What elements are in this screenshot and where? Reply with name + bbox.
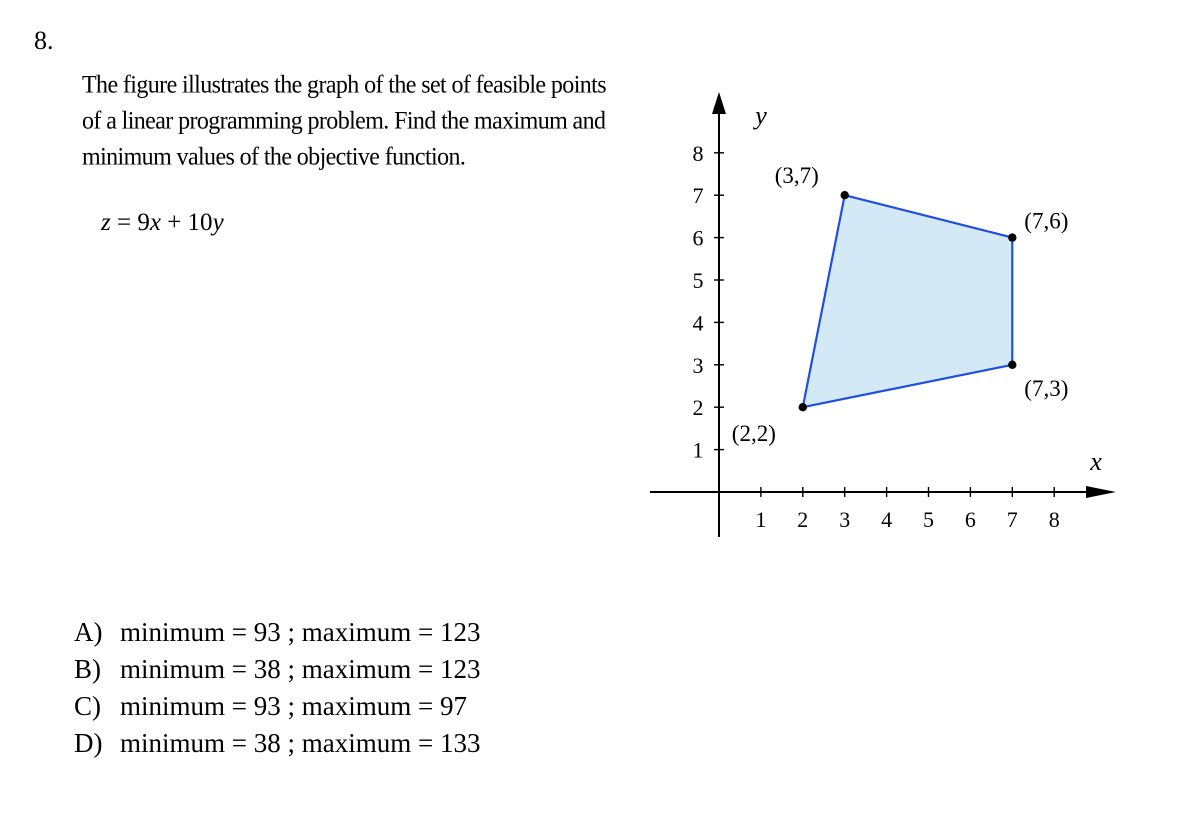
x-tick-label: 4 — [881, 507, 893, 532]
y-tick-label: 4 — [692, 310, 704, 336]
objective-function: z = 9x + 10y — [101, 209, 224, 236]
y-tick-label: 5 — [692, 268, 704, 293]
prompt-line: The figure illustrates the graph of the set of feasible points — [82, 71, 606, 99]
choice-text: minimum = 93 ; maximum = 97 — [120, 691, 467, 721]
y-axis-arrow — [712, 92, 726, 114]
choice-letter: D) — [74, 728, 103, 758]
vertex-point — [841, 191, 849, 199]
vertex-point — [1008, 361, 1016, 369]
y-axis-label: y — [755, 101, 767, 130]
x-tick-label: 3 — [839, 507, 851, 532]
vertex-point — [1008, 233, 1016, 241]
vertex-label: (7,3) — [1024, 375, 1069, 401]
y-tick-label: 8 — [692, 140, 704, 166]
x-tick-label: 5 — [923, 507, 934, 532]
vertex-label: (2,2) — [731, 421, 776, 447]
y-tick-label: 7 — [692, 183, 704, 209]
vertex-label: (3,7) — [774, 163, 819, 189]
x-tick-label: 1 — [755, 507, 767, 532]
prompt-line: of a linear programming problem. Find the maximum and — [82, 107, 606, 135]
x-axis-label: x — [1090, 447, 1102, 476]
x-tick-label: 2 — [797, 507, 809, 532]
vertex-point — [799, 403, 807, 411]
y-tick-label: 3 — [692, 352, 704, 378]
choice-letter: A) — [74, 617, 103, 647]
choice-text: minimum = 38 ; maximum = 123 — [120, 654, 481, 684]
y-tick-label: 2 — [692, 395, 704, 421]
feasible-region — [803, 195, 1013, 407]
x-axis-arrow — [1086, 486, 1116, 498]
choice-text: minimum = 38 ; maximum = 133 — [120, 728, 481, 758]
choice-letter: C) — [74, 691, 101, 721]
prompt-line: minimum values of the objective function. — [82, 143, 466, 171]
question-number: 8. — [34, 26, 54, 55]
y-tick-label: 6 — [692, 225, 704, 251]
y-tick-label: 1 — [692, 437, 704, 463]
choice-text: minimum = 93 ; maximum = 123 — [120, 617, 481, 647]
x-tick-label: 8 — [1048, 507, 1060, 532]
choice-letter: B) — [74, 654, 101, 684]
x-tick-label: 6 — [964, 507, 976, 532]
x-tick-label: 7 — [1006, 507, 1018, 532]
vertex-label: (7,6) — [1024, 208, 1069, 234]
